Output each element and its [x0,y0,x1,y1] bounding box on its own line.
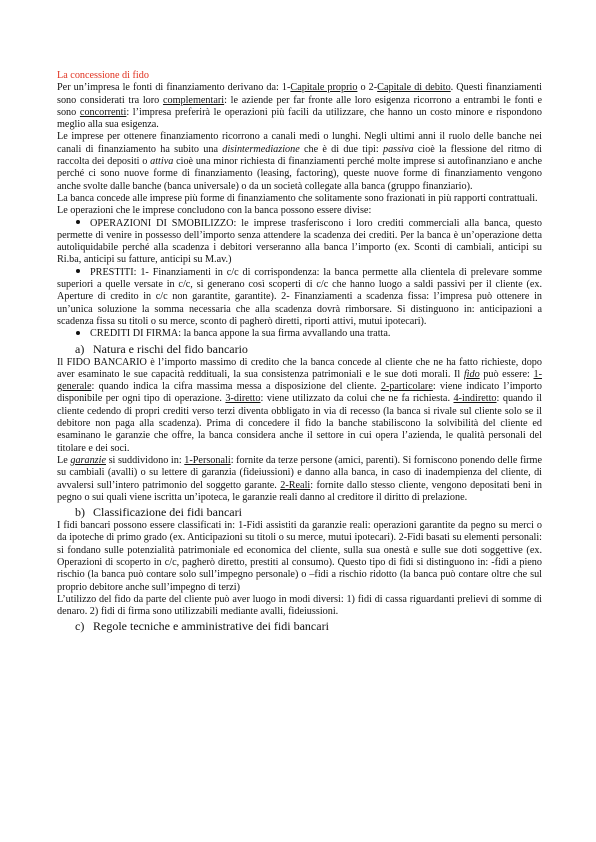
text-run: si suddividono in: [106,454,185,466]
section-number: a) [75,341,85,356]
term-disintermediazione: disintermediazione [222,143,300,155]
text-run: cioè una minor richiesta di finanziamenti perché molte imprese si autofinanziano e anche perché ci sono nuove forme di finanziamento (leasing, factoring), queste nuove forme di finanziamento vengono anche svolte dalle banche (banca universale) o da un società collegate alla banca (gruppo finanziario). [57,156,542,192]
paragraph-operazioni: Le operazioni che le imprese concludono con la banca possono essere divise: [57,205,372,217]
term-indiretto: 4-indiretto [453,393,497,405]
text-run: può essere: [479,368,534,380]
term-diretto: 3-diretto [225,393,261,405]
paragraph-classificazione: I fidi bancari possono essere classificati in: 1-Fidi assistiti da garanzie reali: operazioni garantite da pegno su merci o da ipoteche di primo grado (ex. Anticipazioni su titoli o su merce, mutui ipotecari). 2-Fidi basati su elementi personali: si fondano sulle potenzialità patrimoniale ed economica del cliente, sulla sua onestà e sulle sue doti soggettive (ex. Operazioni di scoperto in c/c, pagherò diretto, prestiti al consumo). Questo tipo di fidi si distinguono in: -fidi a pieno rischio (la banca può contare solo sull’impegno personale) o –fidi a rischio ridotto (la banca può contare oltre che sul proprio debitore anche sull’impegno di terzi) [57,520,542,593]
list-item-prestiti [57,267,542,328]
section-label: Natura e rischi del fido bancario [93,341,248,356]
term-capitale-proprio: Capitale proprio [290,82,358,94]
text-run: che è di due tipi: [299,143,383,155]
term-reali: 2-Reali [280,479,311,491]
section-label: Regole tecniche e amministrative dei fidi bancari [93,619,329,634]
text-run: : quando indica la cifra massima messa a disposizione del cliente. [91,381,381,393]
term-attiva: attiva [150,156,174,168]
term-particolare: 2-particolare [380,381,433,393]
text-run: Il FIDO BANCARIO è l’importo massimo di credito che la banca concede al cliente che ne ha fatto richieste, dopo aver esaminato le sue capacità reddituali, la sua consistenza patrimoniali e le sue doti morali. Il [57,356,542,380]
text-run: : viene utilizzato da colui che ne fa richiesta. [260,393,454,405]
bullet-icon [76,331,80,335]
text-run: Per un’impresa le fonti di finanziamento derivano da: 1- [57,82,291,94]
list-item-text: OPERAZIONI DI SMOBILIZZO: le imprese trasferiscono i loro crediti commerciali alla banca, questo permette di venire in possesso dell’importo senza attendere la scadenza dei crediti. Per la banca è un’operazione detta autoliquidabile perché alla scadenza i debitori verseranno alla banca l’importo (ex. Sconti di cambiali, anticipi su Ri.ba, anticipi su fatture, anticipi su M.av.) [57,217,542,266]
text-run: : le aziende per far fronte alle loro esigenza ricorrono a entrambi le fonti e sono [57,94,542,118]
section-heading-c [57,619,542,633]
paragraph-disintermediazione [57,131,542,192]
term-complementari: complementari [162,94,225,106]
list-item-text: CREDITI DI FIRMA: la banca appone la sua firma avvallando una tratta. [90,328,391,340]
text-run: : quando il cliente cedendo di propri crediti verso terzi diventa obbligato in via di recesso (la banca si rivale sul cliente solo se il debitore non paga alla scadenza). Prima di concedere il fido la banche stabiliscono la solvibilità del cliente ed esaminano le garanzie che offre, la banca considera anche il settore in cui opera l’azienda, le qualità personali del titolare e dei soci. [57,393,542,454]
section-heading-a [57,342,542,356]
term-capitale-debito: Capitale di debito [377,82,451,94]
section-label: Classificazione dei fidi bancari [93,505,242,520]
term-concorrenti: concorrenti [79,106,127,118]
paragraph-forme: La banca concede alle imprese più forme di finanziamento che solitamente sono frazionati in più rapporti contrattuali. [57,192,538,204]
paragraph-fonti [57,82,542,131]
text-run: : viene indicato l’importo disponibile per ogni tipo di operazione. [57,381,542,405]
term-garanzie: garanzie [70,454,106,466]
bullet-icon [76,220,80,224]
text-run: Le [57,454,71,466]
text-run: . Questi finanziamenti sono considerati tra loro [57,82,542,106]
bullet-icon [76,269,80,273]
document-title: La concessione di fido [57,70,149,81]
text-run: : fornite da terze persone (amici, parenti). Si forniscono ponendo delle firme su cambiali (avalli) o su lettere di garanzia (fideiussioni) e danno alla banca, in caso di inadempienza del cliente, di avvalersi sull’intero patrimonio del soggetto garante. [57,454,543,491]
section-number: c) [75,619,85,634]
term-personali: 1-Personali [184,454,231,466]
text-run: Le imprese per ottenere finanziamento ricorrono a canali medi o lunghi. Negli ultimi anni il ruolo delle banche nei canali di finanziamento ha subito una [57,131,542,155]
list-item-crediti-firma [57,328,542,340]
term-fido: fido [463,368,480,380]
text-run: : l’impresa preferirà le operazioni più facili da utilizzare, che hanno un costo minore e rispondono meglio alla sua esigenza. [57,106,542,131]
paragraph-garanzie [57,455,542,504]
section-heading-b [57,505,542,519]
paragraph-utilizzo: L’utilizzo del fido da parte del cliente può aver luogo in modi diversi: 1) fidi di cassa riguardanti prelievi di somme di denaro. 2) fidi di firma sono utilizzabili mediante avalli, fideiussioni. [57,593,542,618]
list-item-smobilizzo [57,218,542,267]
term-passiva: passiva [382,143,414,155]
document-page [57,70,542,634]
section-number: b) [75,505,85,520]
list-item-text: PRESTITI: 1- Finanziamenti in c/c di corrispondenza: la banca permette alla clientela di prelevare somme superiori a quelle versate in c/c, si generano così scoperti di c/c che hanno luogo a saldi passivi per il cliente (ex. Aperture di credito in c/c non garantite, garantite). 2- Finanziamenti a scadenza fissa: l’impresa può ottenere in un’unica soluzione la somma necessaria che alla scadenza dovrà rimborsare. Si distinguono in: anticipazioni a scadenza fissa su titoli o su merce, sconto di pagherò diretti, riporti attivi, mutui ipotecari). [57,266,542,327]
text-run: cioè la flessione del ritmo di raccolta dei depositi o [57,143,542,168]
paragraph-fido-bancario [57,357,542,455]
term-generale: 1-generale [57,368,542,393]
text-run: o 2- [357,82,378,94]
text-run: : fornite dallo stesso cliente, vengono depositati beni in pegno o sui quali viene iscritta un’ipoteca, le garanzie reali danno al creditore il diritto di prelazione. [57,479,542,503]
